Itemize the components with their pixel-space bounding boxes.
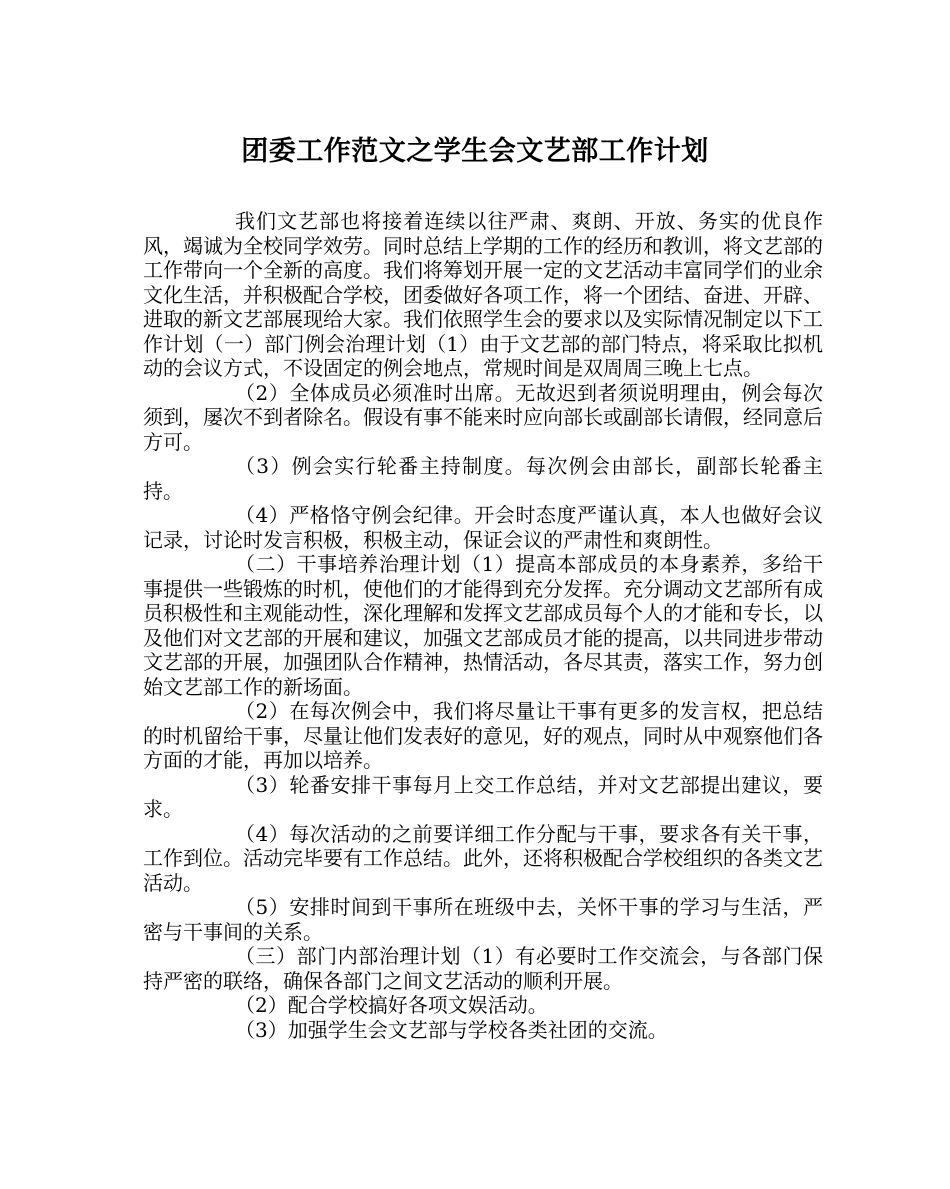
paragraph-meeting-discipline: （4）严格恪守例会纪律。开会时态度严谨认真，本人也做好会议记录，讨论时发言积极，积极主动，保证会议的严肃性和爽朗性。 [143, 503, 823, 552]
paragraph-club-exchange: （3）加强学生会文艺部与学校各类社团的交流。 [235, 1017, 668, 1042]
document-body [143, 209, 823, 1042]
paragraph-internal-plan: （三）部门内部治理计划（1）有必要时工作交流会，与各部门保持严密的联络，确保各部门之间文艺活动的顺利开展。 [143, 944, 823, 993]
paragraph-staff-speaking: （2）在每次例会中，我们将尽量让干事有更多的发言权，把总结的时机留给干事，尽量让他们发表好的意见，好的观点，同时从中观察他们各方面的才能，再加以培养。 [143, 699, 823, 772]
paragraph-staff-training: （二）干事培养治理计划（1）提高本部成员的本身素养，多给干事提供一些锻炼的时机，使他们的才能得到充分发挥。充分调动文艺部所有成员积极性和主观能动性，深化理解和发挥文艺部成员每个人的才能和专长，以及他们对文艺部的开展和建议，加强文艺部成员才能的提高，以共同进步带动文艺部的开展，加强团队合作精神，热情活动，各尽其责，落实工作，努力创始文艺部工作的新场面。 [143, 552, 823, 699]
paragraph-intro: 我们文艺部也将接着连续以往严肃、爽朗、开放、务实的优良作风，竭诚为全校同学效劳。同时总结上学期的工作的经历和教训，将文艺部的工作带向一个全新的高度。我们将筹划开展一定的文艺活动丰富同学们的业余文化生活，并积极配合学校，团委做好各项工作，将一个团结、奋进、开辟、进取的新文艺部展现给大家。我们依照学生会的要求以及实际情况制定以下工作计划（一）部门例会治理计划（1）由于文艺部的部门特点，将采取比拟机动的会议方式，不设固定的例会地点，常规时间是双周周三晚上七点。 [143, 209, 823, 380]
paragraph-school-activities: （2）配合学校搞好各项文娱活动。 [235, 993, 548, 1017]
paragraph-staff-care: （5）安排时间到干事所在班级中去，关怀干事的学习与生活，严密与干事间的关系。 [143, 895, 823, 944]
paragraph-meeting-host: （3）例会实行轮番主持制度。每次例会由部长，副部长轮番主持。 [143, 454, 823, 503]
paragraph-meeting-attendance: （2）全体成员必须准时出席。无故迟到者须说明理由，例会每次须到，屡次不到者除名。假设有事不能来时应向部长或副部长请假，经同意后方可。 [143, 380, 823, 454]
document-title: 团委工作范文之学生会文艺部工作计划 [241, 136, 709, 167]
paragraph-staff-summary: （3）轮番安排干事每月上交工作总结，并对文艺部提出建议，要求。 [143, 772, 823, 821]
paragraph-staff-tasks: （4）每次活动的之前要详细工作分配与干事，要求各有关干事，工作到位。活动完毕要有工作总结。此外，还将积极配合学校组织的各类文艺活动。 [143, 821, 823, 895]
